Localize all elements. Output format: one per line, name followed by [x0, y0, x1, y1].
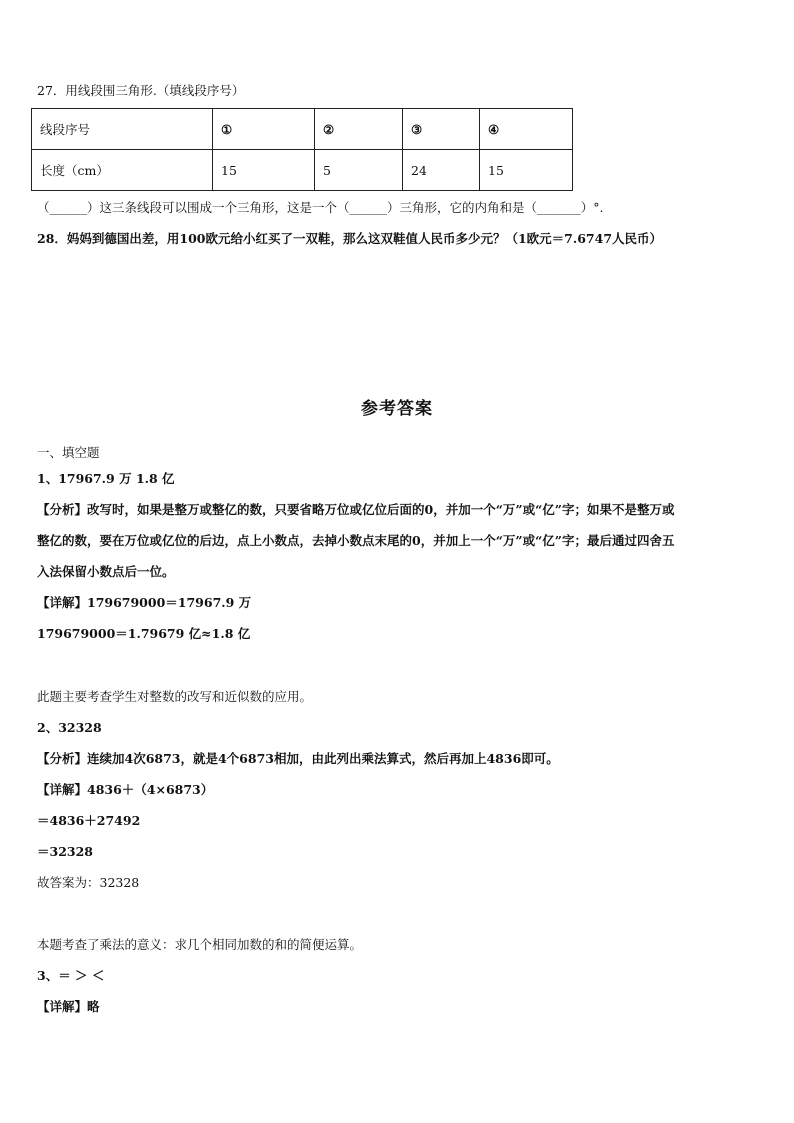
answer-2-detail: 【详解】4836＋（4×6873）: [37, 782, 214, 797]
table-cell: ①: [213, 109, 315, 150]
q27-title: 27．用线段围三角形.（填线段序号）: [37, 83, 245, 98]
table-cell: ④: [480, 109, 573, 150]
table-cell: 5: [315, 150, 403, 191]
answer-1-head: 1、17967.9 万 1.8 亿: [37, 471, 175, 486]
answer-1-summary: 此题主要考查学生对整数的改写和近似数的应用。: [37, 689, 313, 704]
answer-1-detail: 【详解】179679000＝17967.9 万: [37, 595, 252, 610]
answer-2-analysis: 【分析】连续加4次6873，就是4个6873相加，由此列出乘法算式，然后再加上4836即可。: [37, 751, 559, 766]
answer-3-detail: 【详解】略: [37, 999, 100, 1014]
table-cell: 长度（cm）: [32, 150, 213, 191]
q27-fill-line: （______）这三条线段可以围成一个三角形，这是一个（______）三角形，它的内角和是（_______）°.: [37, 200, 604, 215]
answer-title: 参考答案: [361, 399, 433, 419]
answer-1-analysis: 【分析】改写时，如果是整万或整亿的数，只要省略万位或亿位后面的0，并加一个“万”或“亿”字；如果不是整万或: [37, 502, 675, 517]
table-cell: 15: [213, 150, 315, 191]
table-cell: ③: [403, 109, 480, 150]
table-cell: 24: [403, 150, 480, 191]
answer-2-result: 故答案为：32328: [37, 875, 140, 890]
answer-1-analysis: 入法保留小数点后一位。: [37, 564, 175, 579]
table-cell: ②: [315, 109, 403, 150]
answer-2-detail: ＝4836＋27492: [37, 813, 141, 828]
answer-2-detail: ＝32328: [37, 844, 93, 859]
segment-table: [31, 108, 573, 191]
answer-2-head: 2、32328: [37, 720, 102, 735]
table-row: [32, 109, 573, 150]
table-cell: 15: [480, 150, 573, 191]
answer-1-detail: 179679000＝1.79679 亿≈1.8 亿: [37, 626, 251, 641]
answer-2-summary: 本题考查了乘法的意义：求几个相同加数的和的简便运算。: [37, 937, 363, 952]
answer-1-analysis: 整亿的数，要在万位或亿位的后边，点上小数点，去掉小数点末尾的0，并加上一个“万”或“亿”字；最后通过四舍五: [37, 533, 675, 548]
table-cell: 线段序号: [32, 109, 213, 150]
table-row: [32, 150, 573, 191]
answer-3-head: 3、＝ ＞ ＜: [37, 968, 105, 983]
section-heading: 一、填空题: [37, 445, 100, 460]
q28-text: 28．妈妈到德国出差，用100欧元给小红买了一双鞋，那么这双鞋值人民币多少元？（1欧元＝7.6747人民币）: [37, 231, 663, 246]
